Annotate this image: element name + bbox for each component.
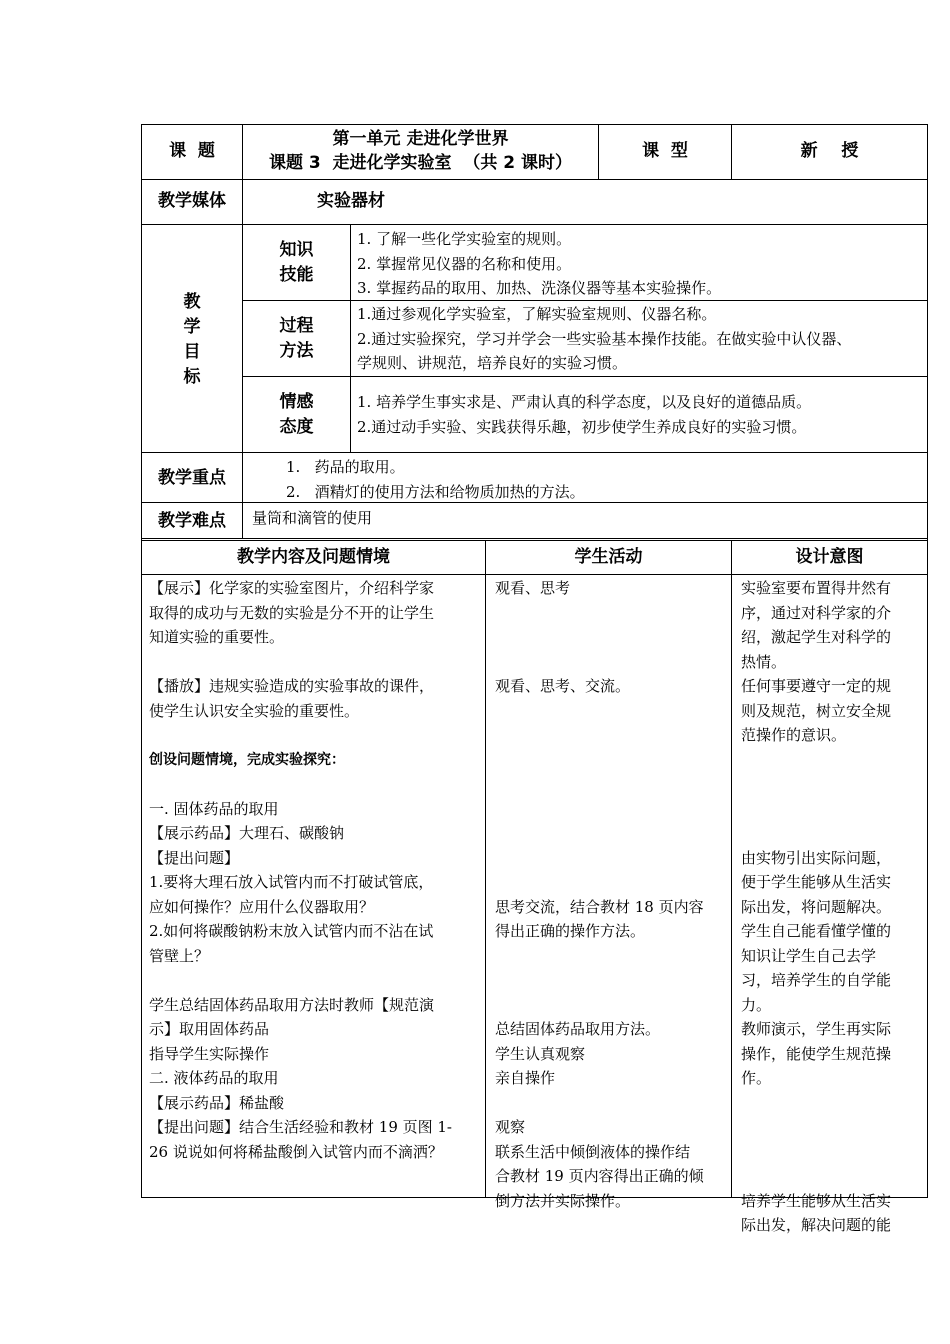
type-label: 课 型 bbox=[642, 141, 688, 161]
text-line bbox=[741, 1164, 924, 1189]
text-line bbox=[495, 625, 728, 650]
text-line: 实验室要布置得井然有 bbox=[741, 579, 892, 597]
text-line: 力。 bbox=[741, 995, 772, 1014]
rule bbox=[141, 538, 928, 539]
text-line bbox=[741, 1091, 924, 1116]
text-line: 培养学生能够从生活实 bbox=[741, 1191, 892, 1210]
text-line: 【播放】违规实验造成的实验事故的课件， bbox=[149, 677, 435, 695]
col-header-activity: 学生活动 bbox=[574, 547, 643, 567]
text-line bbox=[741, 797, 924, 822]
text-line: 知道实验的重要性。 bbox=[149, 628, 285, 646]
text-line: 指导学生实际操作 bbox=[149, 1044, 270, 1063]
objectives-label: 教 学 目 标 bbox=[183, 292, 201, 387]
text-line: 2.如何将碳酸钠粉末放入试管内而不沾在试 bbox=[149, 922, 434, 940]
text-line bbox=[741, 1115, 924, 1140]
text-line: 使学生认识安全实验的重要性。 bbox=[149, 701, 360, 720]
knowledge-items: 1. 了解一些化学实验室的规则。 2. 掌握常见仪器的名称和使用。 3. 掌握药品的取用、加热、洗涤仪器等基本实验操作。 bbox=[357, 230, 722, 297]
text-line bbox=[495, 601, 728, 626]
text-line: 学生自己能看懂学懂的 bbox=[741, 922, 892, 940]
text-line: 26 说说如何将稀盐酸倒入试管内而不滴洒？ bbox=[149, 1142, 443, 1161]
text-line: 取得的成功与无数的实验是分不开的让学生 bbox=[149, 603, 435, 622]
rule bbox=[141, 540, 928, 541]
text-line bbox=[495, 944, 728, 969]
text-line: 思考交流，结合教材 18 页内容 bbox=[495, 897, 704, 916]
rule bbox=[141, 179, 928, 180]
text-line: 二. 液体药品的取用 bbox=[149, 1069, 279, 1087]
rule bbox=[927, 124, 928, 1197]
rule bbox=[141, 452, 928, 453]
text-line: 【展示药品】大理石、碳酸钠 bbox=[149, 824, 345, 842]
text-line: 【提出问题】 bbox=[149, 848, 240, 867]
text-line: 管壁上？ bbox=[149, 946, 210, 965]
text-line: 习，培养学生的自学能 bbox=[741, 971, 892, 989]
text-line bbox=[741, 1140, 924, 1165]
text-line: 际出发，解决问题的能 bbox=[741, 1216, 892, 1234]
text-line: 由实物引出实际问题， bbox=[741, 848, 892, 867]
lesson-title: 课题 3 走进化学实验室 （共 2 课时） bbox=[268, 153, 573, 173]
text-line: 【提出问题】结合生活经验和教材 19 页图 1- bbox=[149, 1118, 453, 1136]
difficulty-value: 量筒和滴管的使用 bbox=[252, 509, 373, 527]
text-line: 学生认真观察 bbox=[495, 1044, 586, 1063]
text-line: 际出发，将问题解决。 bbox=[741, 897, 892, 916]
text-line: 1.要将大理石放入试管内而不打破试管底， bbox=[149, 873, 434, 891]
text-line bbox=[495, 797, 728, 822]
text-line bbox=[495, 772, 728, 797]
col-header-intent: 设计意图 bbox=[795, 547, 864, 567]
text-line bbox=[495, 1091, 728, 1116]
knowledge-label: 知识 技能 bbox=[279, 240, 314, 285]
text-line: 联系生活中倾倒液体的操作结 bbox=[495, 1142, 691, 1161]
text-line: 倒方法并实际操作。 bbox=[495, 1191, 631, 1210]
text-line: 应如何操作？应用什么仪器取用？ bbox=[149, 897, 375, 916]
text-line: 作。 bbox=[741, 1069, 772, 1087]
text-line: 任何事要遵守一定的规 bbox=[741, 677, 892, 695]
text-line: 观看、思考 bbox=[495, 579, 571, 597]
text-line bbox=[741, 821, 924, 846]
text-line: 创设问题情境，完成实验探究： bbox=[149, 751, 345, 768]
text-line bbox=[149, 650, 482, 675]
text-line: 示】取用固体药品 bbox=[149, 1020, 270, 1038]
rule bbox=[141, 574, 928, 575]
text-line bbox=[495, 968, 728, 993]
text-line: 得出正确的操作方法。 bbox=[495, 922, 646, 940]
text-line bbox=[495, 846, 728, 871]
rule bbox=[731, 540, 732, 1197]
text-line bbox=[741, 748, 924, 773]
text-line: 教师演示，学生再实际 bbox=[741, 1020, 892, 1038]
type-value: 新 授 bbox=[800, 141, 859, 161]
page-title bbox=[243, 127, 598, 175]
text-line: 观察 bbox=[495, 1118, 526, 1136]
col-header-content: 教学内容及问题情境 bbox=[237, 547, 390, 567]
emotion-label: 情感 态度 bbox=[279, 392, 314, 437]
text-line: 【展示药品】稀盐酸 bbox=[149, 1093, 285, 1112]
topic-label: 课 题 bbox=[169, 141, 215, 161]
text-line bbox=[149, 723, 482, 748]
text-line bbox=[495, 699, 728, 724]
rule bbox=[141, 224, 928, 225]
text-line: 【展示】化学家的实验室图片，介绍科学家 bbox=[149, 579, 435, 597]
text-line bbox=[741, 772, 924, 797]
text-line bbox=[495, 821, 728, 846]
text-line bbox=[495, 870, 728, 895]
text-line: 绍，激起学生对科学的 bbox=[741, 628, 892, 646]
text-line bbox=[149, 772, 482, 797]
media-label: 教学媒体 bbox=[158, 191, 226, 211]
emotion-items: 1. 培养学生事实求是、严肃认真的科学态度，以及良好的道德品质。 2.通过动手实验、实践获得乐趣，初步使学生养成良好的实验习惯。 bbox=[357, 393, 812, 436]
key-points-label: 教学重点 bbox=[158, 468, 226, 488]
rule bbox=[141, 124, 142, 1197]
content-column bbox=[149, 576, 482, 1164]
rule bbox=[350, 224, 351, 452]
media-value: 实验器材 bbox=[317, 191, 385, 211]
process-label: 过程 方法 bbox=[279, 316, 314, 361]
text-line bbox=[495, 723, 728, 748]
key-points-items: 1. 药品的取用。 2. 酒精灯的使用方法和给物质加热的方法。 bbox=[286, 458, 585, 501]
text-line: 热情。 bbox=[741, 652, 787, 671]
text-line: 学生总结固体药品取用方法时教师【规范演 bbox=[149, 995, 435, 1014]
text-line: 观看、思考、交流。 bbox=[495, 677, 631, 695]
text-line bbox=[495, 748, 728, 773]
text-line: 便于学生能够从生活实 bbox=[741, 873, 892, 891]
text-line bbox=[149, 968, 482, 993]
text-line: 合教材 19 页内容得出正确的倾 bbox=[495, 1167, 704, 1185]
text-line: 知识让学生自己去学 bbox=[741, 946, 877, 965]
text-line: 序，通过对科学家的介 bbox=[741, 603, 892, 622]
activity-column bbox=[495, 576, 728, 1213]
text-line bbox=[495, 650, 728, 675]
difficulty-label: 教学难点 bbox=[158, 511, 226, 531]
rule bbox=[141, 124, 928, 125]
rule bbox=[242, 376, 928, 377]
text-line: 总结固体药品取用方法。 bbox=[495, 1020, 661, 1038]
text-line: 则及规范，树立安全规 bbox=[741, 701, 892, 720]
intent-column bbox=[741, 576, 924, 1238]
text-line: 范操作的意识。 bbox=[741, 726, 847, 744]
process-items: 1.通过参观化学实验室，了解实验室规则、仪器名称。 2.通过实验探究，学习并学会一些实验基本操作技能。在做实验中认仪器、 学规则、讲规范，培养良好的实验习惯。 bbox=[357, 305, 852, 372]
unit-title: 第一单元 走进化学世界 bbox=[332, 129, 509, 149]
text-line: 一. 固体药品的取用 bbox=[149, 799, 279, 818]
text-line: 操作，能使学生规范操 bbox=[741, 1044, 892, 1063]
text-line bbox=[495, 993, 728, 1018]
rule bbox=[485, 540, 486, 1197]
text-line: 亲自操作 bbox=[495, 1069, 556, 1087]
